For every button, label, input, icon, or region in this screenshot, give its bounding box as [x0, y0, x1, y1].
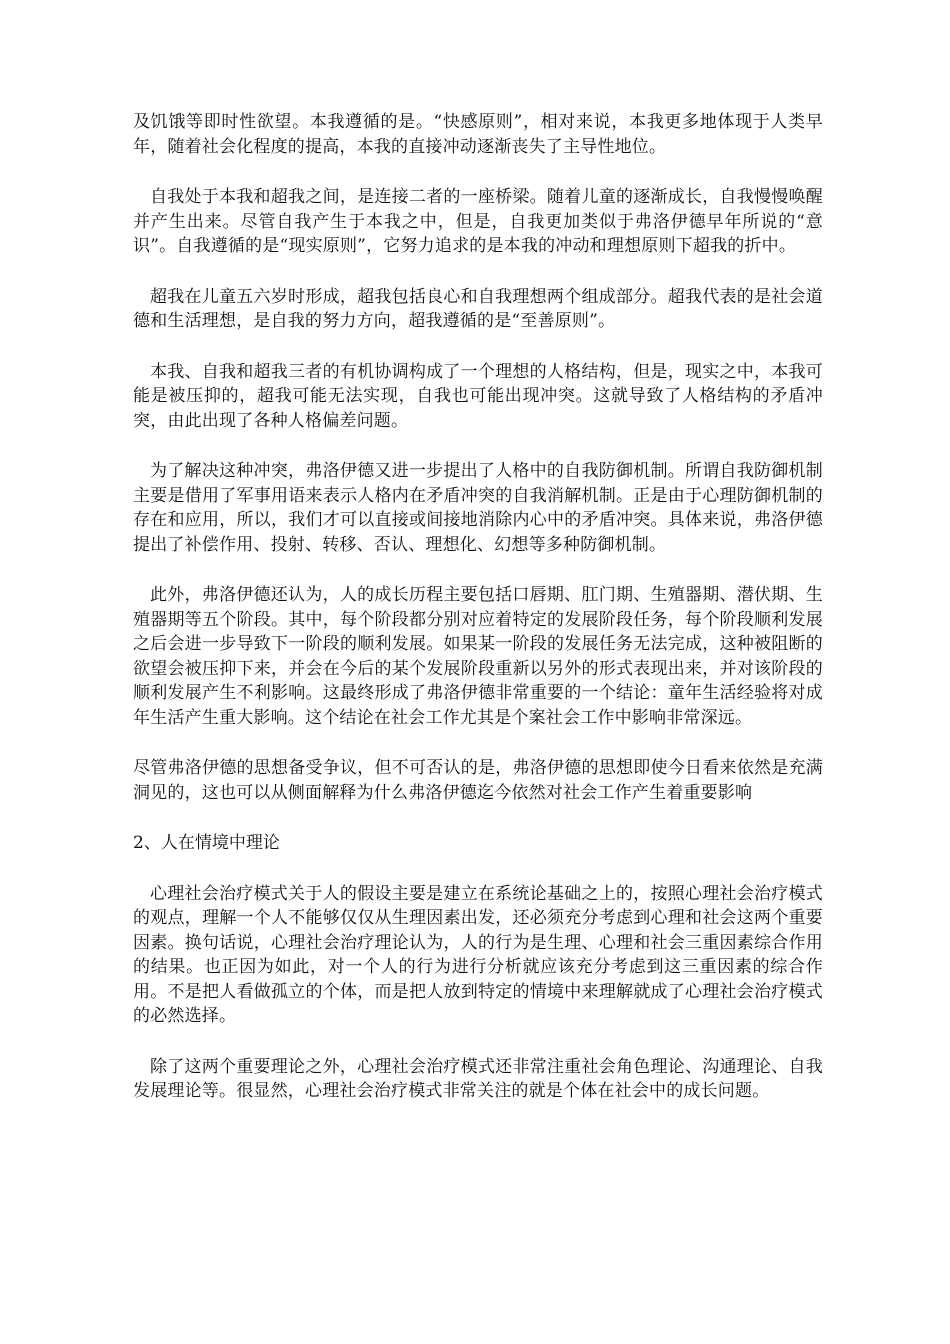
section-heading-person-in-situation: 2、人在情境中理论 — [133, 833, 280, 853]
paragraph-id-pleasure-principle: 及饥饿等即时性欲望。本我遵循的是。“快感原则”，相对来说，本我更多地体现于人类早年，随着社会化程度的提高，本我的直接冲动逐渐丧失了主导性地位。 — [133, 112, 823, 157]
document-page — [133, 110, 823, 1130]
paragraph-psychosocial-assumption: 心理社会治疗模式关于人的假设主要是建立在系统论基础之上的，按照心理社会治疗模式的观点，理解一个人不能够仅仅从生理因素出发，还必须充分考虑到心理和社会这两个重要因素。换句话说，心理社会治疗理论认为，人的行为是生理、心理和社会三重因素综合作用的结果。也正因为如此，对一个人的行为进行分析就应该充分考虑到这三重因素的综合作用。不是把人看做孤立的个体，而是把人放到特定的情境中来理解就成了心理社会治疗模式的必然选择。 — [133, 883, 823, 1026]
paragraph-ego: 自我处于本我和超我之间，是连接二者的一座桥梁。随着儿童的逐渐成长，自我慢慢唤醒并产生出来。尽管自我产生于本我之中，但是，自我更加类似于弗洛伊德早年所说的“意识”。自我遵循的是“现实原则”，它努力追求的是本我的冲动和理想原则下超我的折中。 — [133, 187, 823, 256]
paragraph-personality-structure: 本我、自我和超我三者的有机协调构成了一个理想的人格结构，但是，现实之中，本我可能是被压抑的，超我可能无法实现，自我也可能出现冲突。这就导致了人格结构的矛盾冲突，由此出现了各种人格偏差问题。 — [133, 361, 823, 431]
paragraph-superego: 超我在儿童五六岁时形成，超我包括良心和自我理想两个组成部分。超我代表的是社会道德和生活理想，是自我的努力方向，超我遵循的是“至善原则”。 — [133, 286, 823, 331]
paragraph-development-stages: 此外，弗洛伊德还认为，人的成长历程主要包括口唇期、肛门期、生殖器期、潜伏期、生殖器期等五个阶段。其中，每个阶段都分别对应着特定的发展阶段任务，每个阶段顺利发展之后会进一步导致下一阶段的顺利发展。如果某一阶段的发展任务无法完成，这种被阻断的欲望会被压抑下来，并会在今后的某个发展阶段重新以另外的形式表现出来，并对该阶段的顺利发展产生不利影响。这最终形成了弗洛伊德非常重要的一个结论：童年生活经验将对成年生活产生重大影响。这个结论在社会工作尤其是个案社会工作中影响非常深远。 — [133, 585, 823, 728]
paragraph-freud-influence: 尽管弗洛伊德的思想备受争议，但不可否认的是，弗洛伊德的思想即使今日看来依然是充满洞见的，这也可以从侧面解释为什么弗洛伊德迄今依然对社会工作产生着重要影响 — [133, 758, 823, 803]
paragraph-defense-mechanisms: 为了解决这种冲突，弗洛伊德又进一步提出了人格中的自我防御机制。所谓自我防御机制主要是借用了军事用语来表示人格内在矛盾冲突的自我消解机制。正是由于心理防御机制的存在和应用，所以，我们才可以直接或间接地消除内心中的矛盾冲突。具体来说，弗洛伊德提出了补偿作用、投射、转移、否认、理想化、幻想等多种防御机制。 — [133, 461, 823, 555]
paragraph-other-theories: 除了这两个重要理论之外，心理社会治疗模式还非常注重社会角色理论、沟通理论、自我发展理论等。很显然，心理社会治疗模式非常关注的就是个体在社会中的成长问题。 — [133, 1056, 823, 1101]
